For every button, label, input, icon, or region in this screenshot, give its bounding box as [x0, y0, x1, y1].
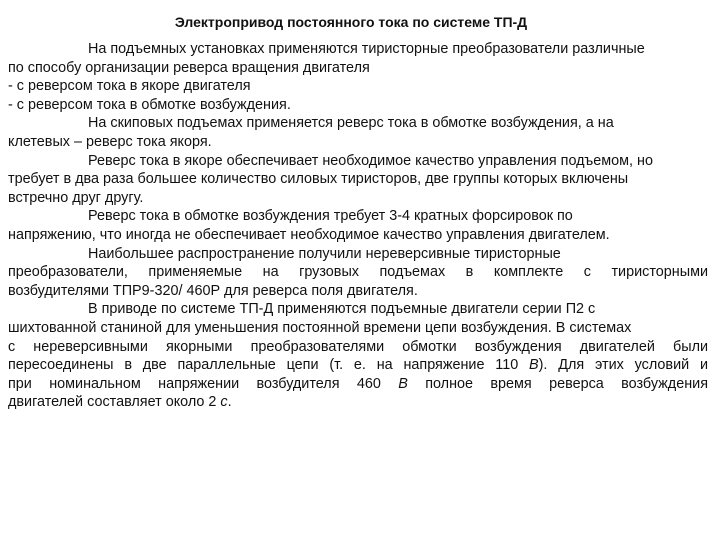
text-line: требует в два раза большее количество силовых тиристоров, две группы которых включены: [8, 171, 629, 188]
text-segment: при номинальном напряжении возбудителя 460: [8, 375, 399, 392]
text-segment: ). Для этих условий и: [538, 357, 708, 374]
text-line: [8, 393, 708, 412]
document-body: [8, 40, 708, 412]
text-line: [8, 356, 708, 375]
text-line: Реверс тока в якоре обеспечивает необходимое качество управления подъемом, но: [88, 152, 653, 169]
text-line: с нереверсивными якорными преобразователями обмотки возбуждения двигателей были: [8, 338, 708, 355]
unit-volt: В: [398, 375, 408, 392]
text-segment: пересоединены в две параллельные цепи (т. е. на напряжение 110: [8, 357, 530, 374]
text-line: шихтованной станиной для уменьшения постоянной времени цепи возбуждения. В системах: [8, 319, 632, 336]
text-segment: .: [227, 394, 232, 411]
text-line: по способу организации реверса вращения двигателя: [8, 59, 370, 76]
text-line: В приводе по системе ТП-Д применяются подъемные двигатели серии П2 с: [88, 301, 596, 318]
text-line: возбудителями ТПР9-320/ 460Р для реверса поля двигателя.: [8, 282, 418, 299]
text-segment: полное время реверса возбуждения: [407, 375, 708, 392]
text-line: Наибольшее распространение получили нереверсивные тиристорные: [88, 245, 561, 262]
text-line: - с реверсом тока в якоре двигателя: [8, 78, 251, 95]
text-line: преобразователи, применяемые на грузовых подъемах в комплекте с тиристорными: [8, 264, 708, 281]
text-line: встречно друг другу.: [8, 189, 144, 206]
document-title: Электропривод постоянного тока по системе ТП-Д: [174, 14, 528, 30]
text-line: клетевых – реверс тока якоря.: [8, 133, 212, 150]
text-line: На подъемных установках применяются тиристорные преобразователи различные: [88, 41, 645, 57]
unit-volt: В: [529, 357, 539, 374]
text-line: [8, 375, 708, 394]
text-segment: двигателей составляет около 2: [8, 394, 221, 411]
unit-second: с: [220, 394, 228, 411]
text-line: напряжению, что иногда не обеспечивает необходимое качество управления двигателем.: [8, 226, 610, 243]
document-page: [8, 12, 708, 412]
text-line: На скиповых подъемах применяется реверс тока в обмотке возбуждения, а на: [88, 115, 614, 132]
text-line: Реверс тока в обмотке возбуждения требует 3-4 кратных форсировок по: [88, 208, 573, 225]
text-line: - с реверсом тока в обмотке возбуждения.: [8, 96, 291, 113]
